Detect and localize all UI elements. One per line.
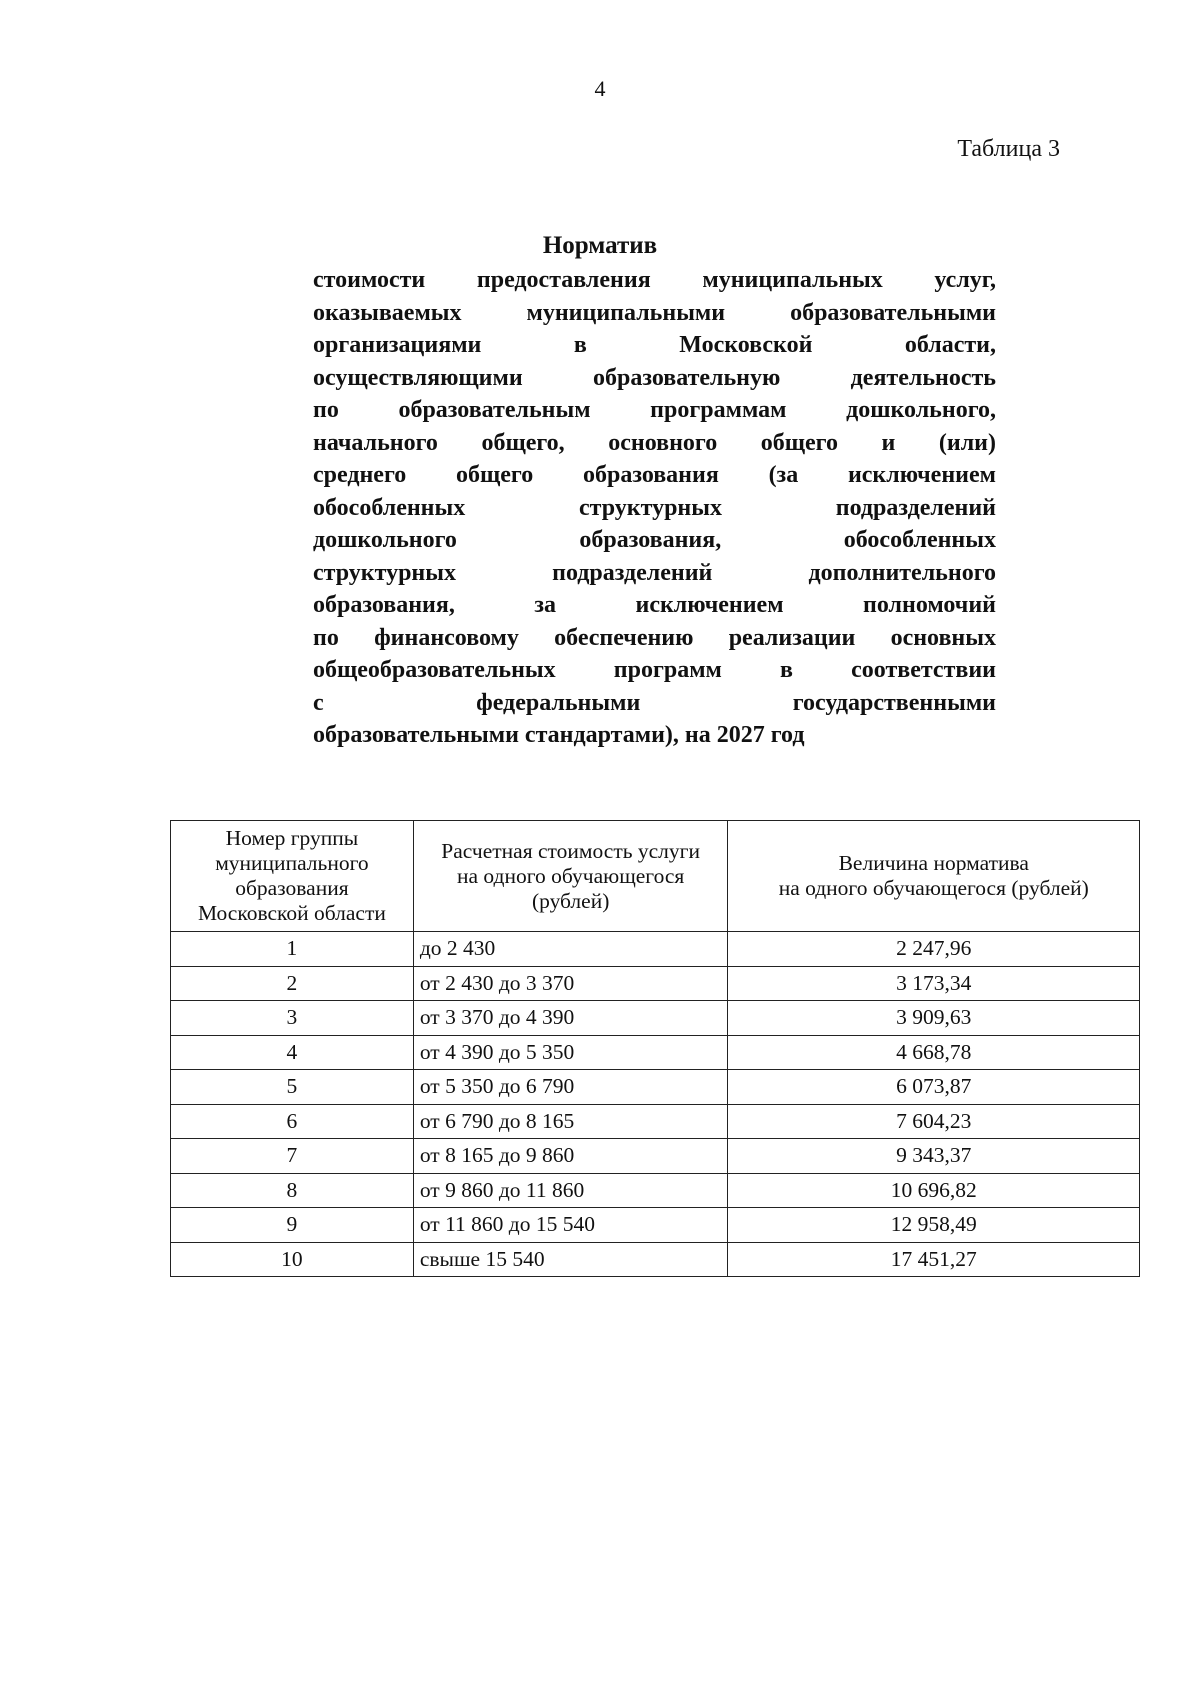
cost-range-cell: до 2 430 — [413, 932, 728, 967]
table-row — [171, 1035, 1140, 1070]
subtitle-line: стоимости предоставления муниципальных услуг, — [313, 267, 996, 293]
cost-range-cell: от 3 370 до 4 390 — [413, 1001, 728, 1036]
header-line: Величина норматива — [838, 851, 1029, 875]
table-row — [171, 1242, 1140, 1277]
header-line: Расчетная стоимость услуги — [441, 838, 700, 863]
table-row — [171, 1173, 1140, 1208]
subtitle-line: образования, за исключением полномочий — [313, 592, 996, 618]
group-number-cell: 2 — [171, 966, 414, 1001]
subtitle-line: дошкольного образования, обособленных — [313, 527, 996, 553]
document-title: Норматив — [542, 232, 658, 259]
group-number-cell: 3 — [171, 1001, 414, 1036]
subtitle-line: обособленных структурных подразделений — [313, 494, 996, 521]
norm-value-cell: 9 343,37 — [728, 1139, 1140, 1174]
norm-value-cell: 4 668,78 — [728, 1035, 1140, 1070]
subtitle-line: осуществляющими образовательную деятельность — [313, 364, 996, 391]
norm-value-cell: 12 958,49 — [728, 1208, 1140, 1243]
header-cost-range — [413, 821, 728, 932]
header-line: на одного обучающегося — [457, 863, 685, 888]
group-number-cell: 6 — [171, 1104, 414, 1139]
subtitle-line: начального общего, основного общего и (или) — [313, 429, 996, 456]
group-number-cell: 9 — [171, 1208, 414, 1243]
cost-range-cell: от 8 165 до 9 860 — [413, 1139, 728, 1174]
subtitle-line: по образовательным программам дошкольного, — [313, 397, 996, 423]
header-line: муниципального — [215, 851, 369, 875]
group-number-cell: 4 — [171, 1035, 414, 1070]
table-row — [171, 1139, 1140, 1174]
table-header-row — [171, 821, 1140, 932]
header-line: на одного обучающегося (рублей) — [778, 876, 1089, 900]
table-row — [171, 1208, 1140, 1243]
table-row — [171, 1070, 1140, 1105]
group-number-cell: 1 — [171, 932, 414, 967]
cost-range-cell: от 6 790 до 8 165 — [413, 1104, 728, 1139]
subtitle-line: с федеральными государственными — [313, 689, 996, 716]
cost-range-cell: от 5 350 до 6 790 — [413, 1070, 728, 1105]
table-row — [171, 932, 1140, 967]
subtitle-line: оказываемых муниципальными образовательными — [313, 299, 996, 326]
table-row — [171, 1104, 1140, 1139]
norm-table — [170, 820, 1140, 1277]
subtitle-line: по финансовому обеспечению реализации основных — [313, 624, 996, 651]
header-group-number — [171, 821, 414, 932]
norm-value-cell: 10 696,82 — [728, 1173, 1140, 1208]
header-norm-value — [728, 821, 1140, 932]
subtitle-line: образовательными стандартами), на 2027 год — [313, 722, 805, 748]
norm-value-cell: 17 451,27 — [728, 1242, 1140, 1277]
norm-value-cell: 6 073,87 — [728, 1070, 1140, 1105]
document-subtitle — [313, 264, 996, 752]
cost-range-cell: от 4 390 до 5 350 — [413, 1035, 728, 1070]
cost-range-cell: от 2 430 до 3 370 — [413, 966, 728, 1001]
table-row — [171, 966, 1140, 1001]
table-row — [171, 1001, 1140, 1036]
group-number-cell: 10 — [171, 1242, 414, 1277]
header-line: (рублей) — [531, 888, 610, 913]
group-number-cell: 5 — [171, 1070, 414, 1105]
subtitle-line: организациями в Московской области, — [313, 332, 996, 358]
group-number-cell: 7 — [171, 1139, 414, 1174]
header-line: Московской области — [197, 901, 386, 925]
cost-range-cell: от 9 860 до 11 860 — [413, 1173, 728, 1208]
norm-value-cell: 7 604,23 — [728, 1104, 1140, 1139]
subtitle-line: среднего общего образования (за исключением — [313, 462, 996, 488]
header-line: образования — [235, 876, 349, 900]
group-number-cell: 8 — [171, 1173, 414, 1208]
header-line: Номер группы — [225, 826, 359, 850]
cost-range-cell: свыше 15 540 — [413, 1242, 728, 1277]
table-label: Таблица 3 — [957, 136, 1060, 162]
subtitle-line: структурных подразделений дополнительного — [313, 559, 996, 586]
page-number: 4 — [594, 76, 606, 101]
norm-value-cell: 2 247,96 — [728, 932, 1140, 967]
norm-value-cell: 3 909,63 — [728, 1001, 1140, 1036]
subtitle-line: общеобразовательных программ в соответствии — [313, 657, 996, 683]
norm-value-cell: 3 173,34 — [728, 966, 1140, 1001]
cost-range-cell: от 11 860 до 15 540 — [413, 1208, 728, 1243]
